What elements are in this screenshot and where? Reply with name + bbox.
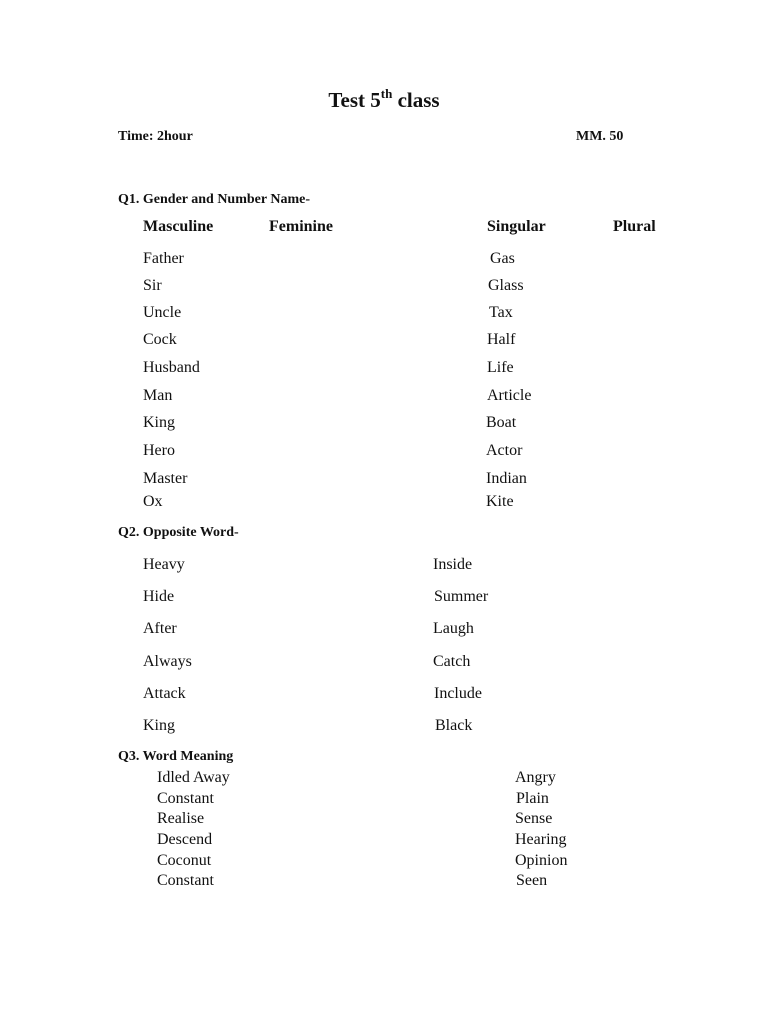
- singular-word: Article: [487, 387, 532, 404]
- meaning-word-right: Plain: [516, 790, 549, 807]
- header-masculine: Masculine: [143, 218, 214, 235]
- masculine-word: King: [143, 414, 175, 431]
- title-text: Test 5: [328, 88, 381, 112]
- masculine-word: Cock: [143, 331, 177, 348]
- masculine-word: Master: [143, 470, 188, 487]
- header-feminine: Feminine: [269, 218, 333, 235]
- page-title: [0, 86, 768, 112]
- singular-word: Half: [487, 331, 516, 348]
- opposite-word-left: Heavy: [143, 556, 185, 573]
- meaning-word-left: Constant: [157, 790, 214, 807]
- meaning-word-left: Idled Away: [157, 769, 230, 786]
- meaning-word-right: Hearing: [515, 831, 567, 848]
- singular-word: Boat: [486, 414, 517, 431]
- opposite-word-right: Include: [434, 685, 482, 702]
- opposite-word-left: After: [143, 620, 177, 637]
- q2-heading: Q2. Opposite Word-: [118, 525, 239, 540]
- masculine-word: Ox: [143, 493, 163, 510]
- meaning-word-left: Realise: [157, 810, 205, 827]
- singular-word: Gas: [490, 250, 515, 267]
- opposite-word-left: King: [143, 717, 175, 734]
- singular-word: Kite: [486, 493, 514, 510]
- opposite-word-left: Hide: [143, 588, 175, 605]
- masculine-word: Hero: [143, 442, 175, 459]
- masculine-word: Husband: [143, 359, 200, 376]
- singular-word: Tax: [489, 304, 513, 321]
- meaning-word-right: Opinion: [515, 852, 568, 869]
- opposite-word-right: Black: [435, 717, 473, 734]
- singular-word: Glass: [488, 277, 524, 294]
- singular-word: Actor: [486, 442, 523, 459]
- header-singular: Singular: [487, 218, 546, 235]
- opposite-word-right: Laugh: [433, 620, 474, 637]
- q3-heading: Q3. Word Meaning: [118, 749, 234, 764]
- singular-word: Life: [487, 359, 514, 376]
- q1-heading: Q1. Gender and Number Name-: [118, 192, 310, 207]
- header-plural: Plural: [613, 218, 656, 235]
- opposite-word-right: Catch: [433, 653, 471, 670]
- masculine-word: Father: [143, 250, 184, 267]
- masculine-word: Uncle: [143, 304, 182, 321]
- meaning-word-right: Seen: [516, 872, 548, 889]
- opposite-word-left: Attack: [143, 685, 186, 702]
- masculine-word: Man: [143, 387, 173, 404]
- time-label: Time: 2hour: [118, 129, 193, 144]
- title-superscript: th: [380, 86, 393, 101]
- masculine-word: Sir: [143, 277, 162, 294]
- opposite-word-left: Always: [143, 653, 192, 670]
- singular-word: Indian: [486, 470, 527, 487]
- meaning-word-left: Descend: [157, 831, 213, 848]
- title-suffix: class: [392, 88, 440, 112]
- meaning-word-left: Coconut: [157, 852, 212, 869]
- max-marks-label: MM. 50: [576, 129, 624, 144]
- opposite-word-right: Inside: [433, 556, 473, 573]
- meaning-word-right: Sense: [515, 810, 553, 827]
- opposite-word-right: Summer: [434, 588, 489, 605]
- meaning-word-left: Constant: [157, 872, 214, 889]
- meaning-word-right: Angry: [515, 769, 556, 786]
